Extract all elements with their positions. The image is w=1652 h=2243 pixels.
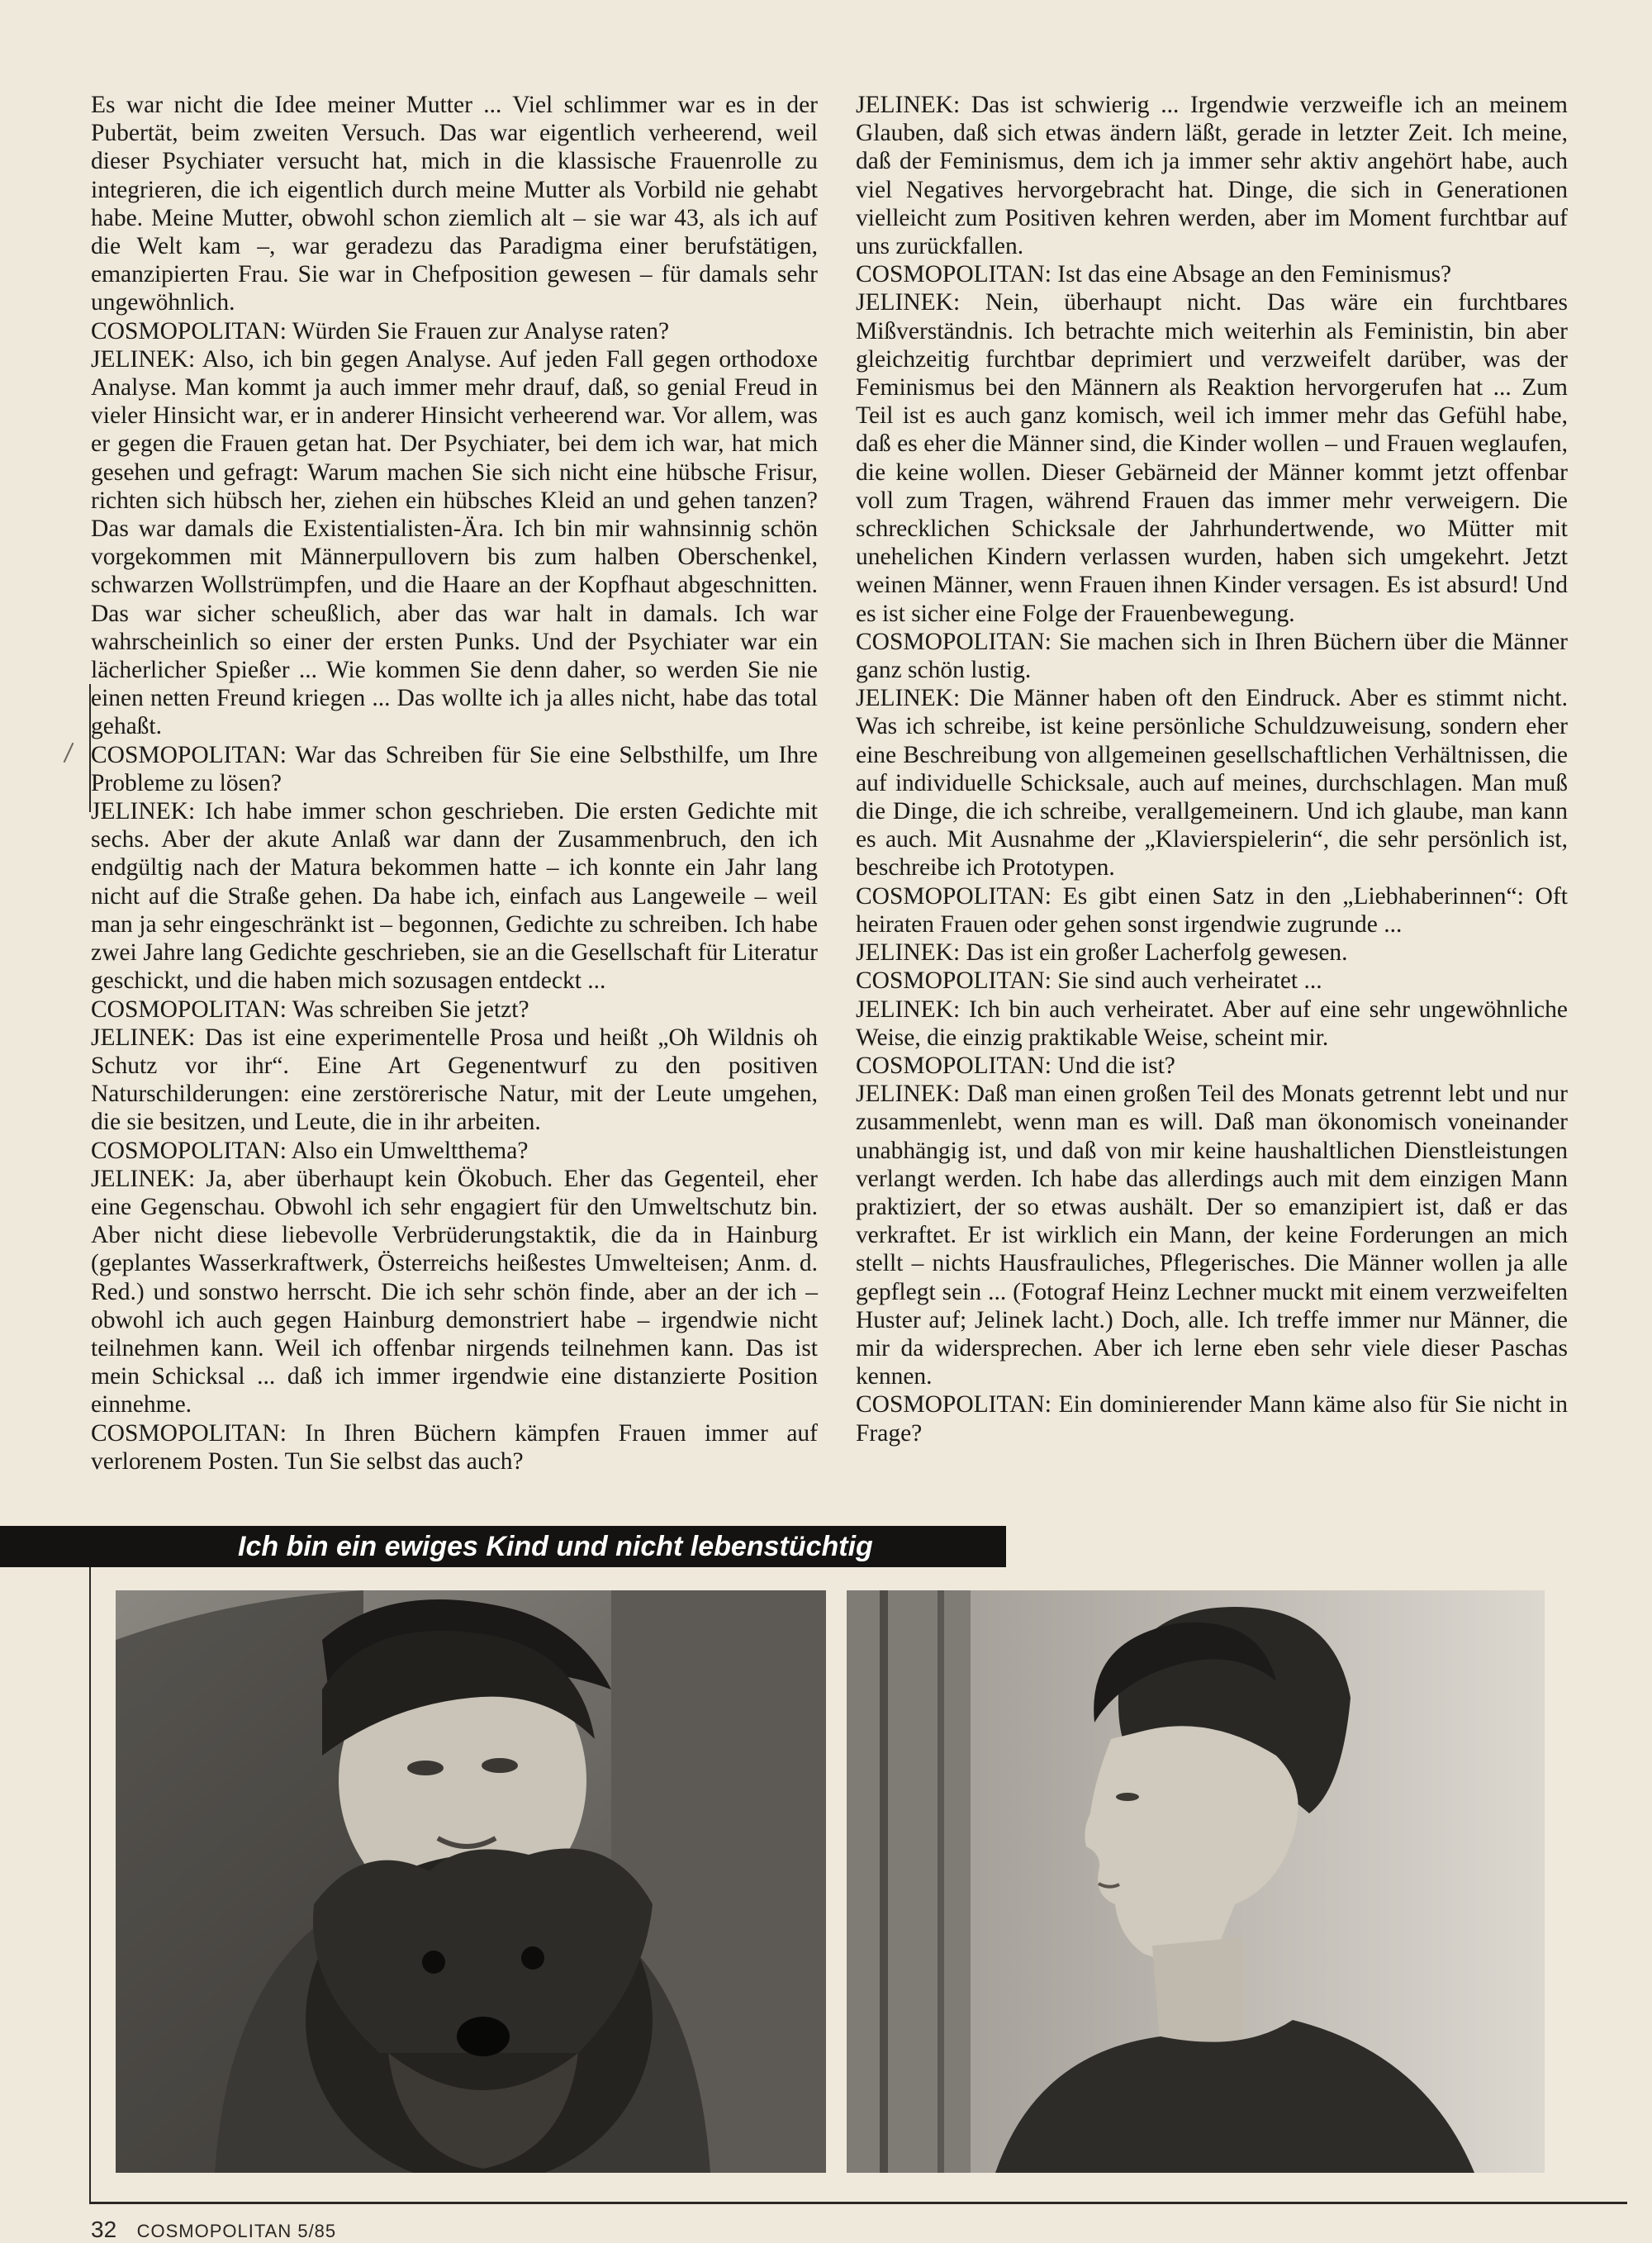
left-text-column [91,91,818,1476]
bottom-rule [89,2202,1627,2204]
margin-rule [89,1527,91,2203]
article-paragraph: JELINEK: Ich habe immer schon geschrieben. Die ersten Gedichte mit sechs. Aber der akute Anlaß war dann der Zusammenbruch, den ich endgültig nach der Matura bekommen hatte – ich konnte ein Jahr lang nicht auf die Straße gehen. Da habe ich, einfach aus Langeweile – weil man ja sehr eingeschränkt ist – begonnen, Gedichte zu schreiben. Ich habe zwei Jahre lang Gedichte geschrieben, sie an die Gesellschaft für Literatur geschickt, und die haben mich sozusagen entdeckt ... [91,798,818,995]
article-paragraph: JELINEK: Das ist ein großer Lacherfolg gewesen. [856,939,1348,967]
page-number: 32 [91,2217,117,2242]
article-paragraph: JELINEK: Das ist schwierig ... Irgendwie verzweifle ich an meinem Glauben, daß sich etwas ändern läßt, gerade in letzter Zeit. Ich meine, daß der Feminismus, dem ich ja immer sehr aktiv angehört habe, auch viel Negatives hervorgebracht hat. Dinge, die sich in Generationen vielleicht zum Positiven kehren werden, aber im Moment furchtbar auf uns zurückfallen. [856,92,1568,260]
article-paragraph: JELINEK: Ja, aber überhaupt kein Ökobuch. Eher das Gegenteil, eher eine Gegenschau. Obwohl ich sehr engagiert für den Umweltschutz bin. Aber nicht diese liebevolle Verbrüderungstaktik, die da in Hainburg (geplantes Wasserkraftwerk, Österreichs heißestes Umwelteisen; Anm. d. Red.) und sonstwo herrscht. Die ich sehr schön finde, aber an der ich – obwohl ich auch gegen Hainburg demonstriert habe – irgendwie nicht teilnehmen kann. Weil ich offenbar nirgends teilnehmen kann. Das ist mein Schicksal ... daß ich immer irgendwie eine distanzierte Position einnehme. [91,1165,818,1419]
article-paragraph: COSMOPOLITAN: Sie sind auch verheiratet ... [856,967,1322,995]
article-paragraph: COSMOPOLITAN: Also ein Umweltthema? [91,1137,529,1164]
photo-woman-with-dog-illustration [116,1590,826,2173]
pencil-mark [64,743,74,763]
article-paragraph: COSMOPOLITAN: Es gibt einen Satz in den „Liebhaberinnen“: Oft heiraten Frauen oder gehen sonst irgendwie zugrunde ... [856,882,1568,938]
photo-woman-profile [847,1590,1545,2173]
article-paragraph: JELINEK: Ich bin auch verheiratet. Aber auf eine sehr ungewöhnliche Weise, die einzig praktikable Weise, scheint mir. [856,996,1568,1051]
article-paragraph: JELINEK: Das ist eine experimentelle Prosa und heißt „Oh Wildnis oh Schutz vor ihr“. Eine Art Gegenentwurf zu den positiven Naturschilderungen: eine zerstörerische Natur, mit der Leute umgehen, die sie besitzen, und Leute, die in ihr arbeiten. [91,1024,818,1136]
article-paragraph: COSMOPOLITAN: Ist das eine Absage an den Feminismus? [856,261,1452,288]
article-paragraph: COSMOPOLITAN: Ein dominierender Mann käme also für Sie nicht in Frage? [856,1391,1568,1447]
margin-rule [89,684,91,812]
right-text-column [856,91,1568,1447]
photo-woman-with-dog [116,1590,826,2173]
page-footer [91,2217,336,2243]
article-paragraph: COSMOPOLITAN: Würden Sie Frauen zur Analyse raten? [91,317,670,345]
article-paragraph: COSMOPOLITAN: War das Schreiben für Sie eine Selbsthilfe, um Ihre Probleme zu lösen? [91,741,818,796]
article-paragraph: COSMOPOLITAN: Was schreiben Sie jetzt? [91,996,529,1023]
publication-issue: COSMOPOLITAN 5/85 [136,2221,337,2241]
article-paragraph: COSMOPOLITAN: Und die ist? [856,1052,1175,1079]
article-paragraph: COSMOPOLITAN: In Ihren Büchern kämpfen Frauen immer auf verlorenem Posten. Tun Sie selbst das auch? [91,1419,818,1475]
article-paragraph: JELINEK: Nein, überhaupt nicht. Das wäre ein furchtbares Mißverständnis. Ich betrachte mich weiterhin als Feministin, bin aber gleichzeitig furchtbar deprimiert und verzweifelt darüber, was der Feminismus bei den Männern als Reaktion hervorgerufen hat ... Zum Teil ist es auch ganz komisch, weil ich immer mehr das Gefühl habe, daß es eher die Männer sind, die Kinder wollen – und Frauen weglaufen, die keine wollen. Dieser Gebärneid der Männer kommt jetzt offenbar voll zum Tragen, während Frauen das immer mehr verweigern. Die schrecklichen Schicksale der Jahrhundertwende, wo Mütter mit unehelichen Kindern verlassen wurden, haben sich umgekehrt. Jetzt weinen Männer, wenn Frauen ihnen Kinder versagen. Es ist absurd! Und es ist sicher eine Folge der Frauenbewegung. [856,289,1568,627]
article-paragraph: Es war nicht die Idee meiner Mutter ... Viel schlimmer war es in der Pubertät, beim zweiten Versuch. Das war eigentlich verheerend, weil dieser Psychiater versucht hat, mich in die klassische Frauenrolle zu integrieren, die ich eigentlich durch meine Mutter als Vorbild nie gehabt habe. Meine Mutter, obwohl schon ziemlich alt – sie war 43, als ich auf die Welt kam –, war geradezu das Paradigma einer berufstätigen, emanzipierten Frau. Sie war in Chefposition gewesen – für damals sehr ungewöhnlich. [91,92,818,316]
article-paragraph: JELINEK: Daß man einen großen Teil des Monats getrennt lebt und nur zusammenlebt, wenn man es will. Daß man ökonomisch voneinander unabhängig ist, und daß von mir keine haushaltlichen Dienstleistungen verlangt werden. Ich habe das allerdings auch mit dem einzigen Mann praktiziert, der so etwas aushält. Der so emanzipiert ist, daß er das verkraftet. Er ist wirklich ein Mann, der keine Forderungen an mich stellt – nichts Hausfrauliches, Pflegerisches. Die Männer wollen ja alle gepflegt sein ... (Fotograf Heinz Lechner muckt mit einem verzweifelten Huster auf; Jelinek lacht.) Doch, alle. Ich treffe immer nur Männer, die mir da widersprechen. Aber ich lerne eben sehr viele dieser Paschas kennen. [856,1081,1568,1390]
article-paragraph: COSMOPOLITAN: Sie machen sich in Ihren Büchern über die Männer ganz schön lustig. [856,628,1568,684]
pull-quote-headline: Ich bin ein ewiges Kind und nicht lebenstüchtig [238,1531,873,1562]
article-paragraph: JELINEK: Also, ich bin gegen Analyse. Auf jeden Fall gegen orthodoxe Analyse. Man kommt ja auch immer mehr drauf, daß, so genial Freud in vieler Hinsicht war, er in anderer Hinsicht verheerend war. Vor allem, was er gegen die Frauen getan hat. Der Psychiater, bei dem ich war, hat mich gesehen und gefragt: Warum machen Sie sich nicht eine hübsche Frisur, richten sich hübsch her, ziehen ein hübsches Kleid an und gehen tanzen? Das war damals die Existentialisten-Ära. Ich bin mir wahnsinnig schön vorgekommen mit Männerpullovern bis zum halben Oberschenkel, schwarzen Wollstrümpfen, und die Haare an der Kopfhaut abgeschnitten. Das war sicher scheußlich, aber das war halt in damals. Ich war wahrscheinlich so einer der ersten Punks. Und der Psychiater war ein lächerlicher Spießer ... Wie kommen Sie denn daher, so werden Sie nie einen netten Freund kriegen ... Das wollte ich ja alles nicht, habe das total gehaßt. [91,345,818,740]
photo-woman-profile-illustration [847,1590,1545,2173]
article-paragraph: JELINEK: Die Männer haben oft den Eindruck. Aber es stimmt nicht. Was ich schreibe, ist keine persönliche Schuldzuweisung, sondern eher eine Beschreibung von allgemeinen gesellschaftlichen Verhältnissen, die auf individuelle Schicksale, auch auf meines, durchschlagen. Man muß die Dinge, die ich schreibe, verallgemeinern. Und ich glaube, man kann es auch. Mit Ausnahme der „Klavierspielerin“, die sehr persönlich ist, beschreibe ich Prototypen. [856,685,1568,882]
